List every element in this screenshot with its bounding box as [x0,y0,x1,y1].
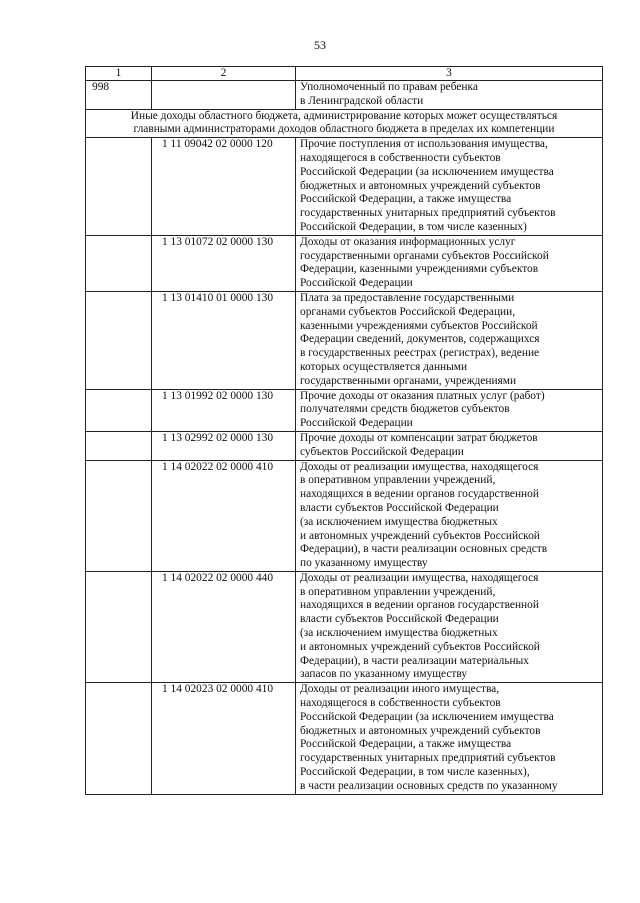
text-line: Уполномоченный по правам ребенка [300,81,478,93]
revenue-code: 1 13 02992 02 0000 130 [152,431,296,460]
empty-cell [86,389,152,431]
text-line: Российской Федерации [300,277,413,290]
text-line: находящихся в ведении органов государственной [300,488,539,501]
text-line: Федерации), в части реализации основных средств [300,543,548,556]
text-line: бюджетных и автономных учреждений субъектов [300,724,541,737]
table-header-row [86,67,603,81]
text-line: в оперативном управлении учреждений, [300,474,496,487]
text-line: находящихся в ведении органов государственной [300,599,539,612]
revenue-codes-table [85,66,603,795]
text-line: главными администраторами доходов областного бюджета в пределах их компетенции [133,123,555,136]
revenue-code: 1 14 02022 02 0000 440 [152,571,296,682]
text-line: власти субъектов Российской Федерации [300,501,499,514]
empty-cell [86,460,152,571]
text-line: Российской Федерации (за исключением имущества [300,165,554,178]
text-line: запасов по указанному имуществу [300,668,468,681]
text-line: Российской Федерации, в том числе казенных) [300,220,527,233]
text-line: Прочие доходы от компенсации затрат бюджетов [300,431,538,444]
table-row [86,460,603,571]
empty-cell [152,81,296,110]
text-line: Российской Федерации, в том числе казенных), [300,766,530,779]
text-line: государственных унитарных предприятий субъектов [300,752,556,765]
revenue-code: 1 13 01410 01 0000 130 [152,291,296,389]
revenue-description [296,431,603,460]
revenue-code: 1 11 09042 02 0000 120 [152,138,296,236]
revenue-code: 1 14 02022 02 0000 410 [152,460,296,571]
revenue-code: 1 14 02023 02 0000 410 [152,683,296,794]
text-line: (за исключением имущества бюджетных [300,515,498,528]
text-line: которых осуществляется данными [300,360,468,373]
text-line: субъектов Российской Федерации [300,445,464,458]
table-row [86,389,603,431]
text-line: государственных унитарных предприятий субъектов [300,207,556,220]
text-line: в государственных реестрах (регистрах), ведение [300,347,540,360]
text-line: Доходы от реализации имущества, находящегося [300,460,539,473]
text-line: находящегося в собственности субъектов [300,151,501,164]
table-row [86,235,603,291]
text-line: Иные доходы областного бюджета, администрирование которых может осуществляться [130,109,558,122]
text-line: и автономных учреждений субъектов Российской [300,640,540,653]
revenue-description [296,571,603,682]
text-line: Российской Федерации (за исключением имущества [300,710,554,723]
revenue-description [296,460,603,571]
table-row [86,138,603,236]
text-line: и автономных учреждений субъектов Российской [300,529,540,542]
column-header: 1 [86,67,152,81]
revenue-description [296,235,603,291]
text-line: власти субъектов Российской Федерации [300,613,499,626]
revenue-description [296,389,603,431]
text-line: Доходы от оказания информационных услуг [300,235,516,248]
revenue-description [296,138,603,236]
administrator-row [86,81,603,110]
text-line: Федерации сведений, документов, содержащихся [300,333,540,346]
text-line: в Ленинградской области [300,94,424,107]
text-line: Прочие поступления от использования имущества, [300,138,548,151]
empty-cell [86,291,152,389]
text-line: Российской Федерации [300,417,413,430]
administrator-name [296,81,603,110]
text-line: Федерации, казенными учреждениями субъектов [300,263,539,276]
table-row [86,431,603,460]
text-line: по указанному имуществу [300,557,428,570]
column-header: 3 [296,67,603,81]
text-line: государственными органами, учреждениями [300,374,517,387]
revenue-code: 1 13 01072 02 0000 130 [152,235,296,291]
empty-cell [86,431,152,460]
text-line: Доходы от реализации имущества, находящегося [300,571,539,584]
administrator-code: 998 [86,81,152,110]
section-header-row [86,109,603,138]
text-line: в оперативном управлении учреждений, [300,585,496,598]
page-number: 53 [314,38,326,52]
revenue-description [296,683,603,794]
text-line: находящегося в собственности субъектов [300,697,501,710]
text-line: Российской Федерации, а также имущества [300,738,512,751]
text-line: Федерации), в части реализации материальных [300,654,529,667]
column-header: 2 [152,67,296,81]
text-line: получателями средств бюджетов субъектов [300,403,510,416]
text-line: Доходы от реализации иного имущества, [300,683,500,696]
text-line: казенными учреждениями субъектов Российской [300,319,538,332]
revenue-code: 1 13 01992 02 0000 130 [152,389,296,431]
table-row [86,291,603,389]
table-row [86,683,603,794]
revenue-description [296,291,603,389]
empty-cell [86,683,152,794]
section-header [86,109,603,138]
text-line: государственными органами субъектов Российской [300,249,549,262]
empty-cell [86,235,152,291]
empty-cell [86,571,152,682]
text-line: в части реализации основных средств по указанному [300,779,558,792]
text-line: (за исключением имущества бюджетных [300,627,498,640]
table-row [86,571,603,682]
text-line: Российской Федерации, а также имущества [300,193,512,206]
text-line: органами субъектов Российской Федерации, [300,305,516,318]
text-line: Плата за предоставление государственными [300,291,515,304]
empty-cell [86,138,152,236]
text-line: Прочие доходы от оказания платных услуг (работ) [300,389,545,402]
text-line: бюджетных и автономных учреждений субъектов [300,179,541,192]
